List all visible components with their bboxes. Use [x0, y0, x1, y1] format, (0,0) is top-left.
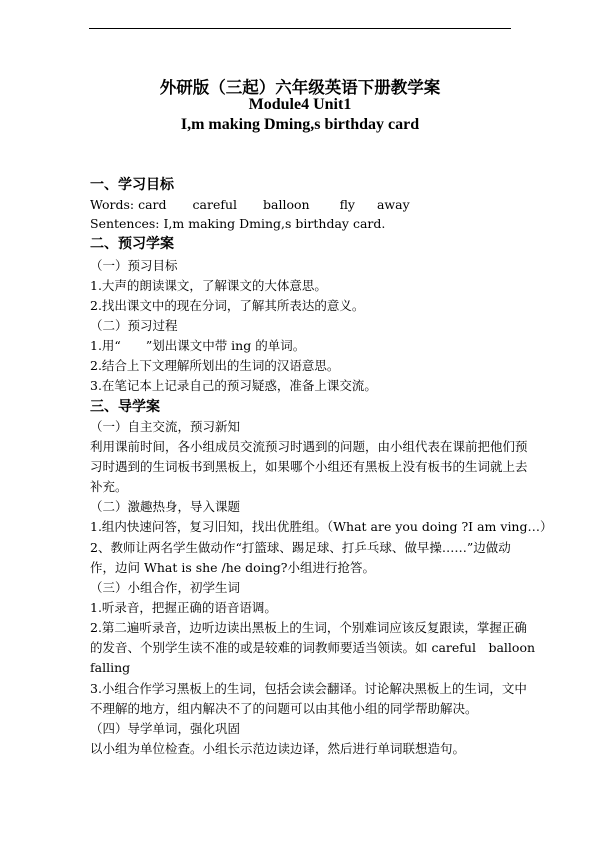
paragraph-line: 习时遇到的生词板书到黑板上，如果哪个小组还有黑板上没有板书的生词就上去 — [90, 459, 528, 474]
paragraph-line: 1.组内快速问答，复习旧知，找出优胜组。（What are you doing ?I am ving…） — [90, 519, 553, 534]
section3-sub1: （一）自主交流，预习新知 — [90, 419, 241, 434]
paragraph-line: 作，边问 What is she /he doing?小组进行抢答。 — [90, 560, 375, 575]
paragraph-line: falling — [90, 660, 131, 675]
word-item: away — [376, 197, 410, 212]
paragraph-line: 补充。 — [90, 479, 128, 494]
section2-sub2: （二）预习过程 — [90, 318, 178, 333]
section2-heading: 二、预习学案 — [90, 236, 174, 252]
word-item: balloon — [263, 197, 310, 212]
goal-item: 1.大声的朗读课文，了解课文的大体意思。 — [90, 278, 327, 293]
sentences-line: Sentences: I,m making Dming,s birthday card. — [90, 216, 386, 231]
words-label: Words: card — [90, 197, 167, 212]
paragraph-line: 利用课前时间，各小组成员交流预习时遇到的问题，由小组代表在课前把他们预 — [90, 439, 528, 454]
paragraph-line: 2、教师让两名学生做动作“打篮球、踢足球、打乒乓球、做早操……”边做动 — [90, 540, 511, 555]
module-title: Module4 Unit1 — [248, 96, 352, 113]
section3-sub4: （四）导学单词，强化巩固 — [90, 721, 241, 736]
lesson-title: I,m making Dming,s birthday card — [180, 116, 420, 133]
section3-sub2: （二）激趣热身，导入课题 — [90, 499, 241, 514]
section3-sub3: （三）小组合作，初学生词 — [90, 580, 241, 595]
word-item: careful — [192, 197, 238, 212]
section1-heading: 一、学习目标 — [90, 177, 174, 193]
words-line — [90, 195, 410, 215]
paragraph-line: 以小组为单位检查。小组长示范边读边译，然后进行单词联想造句。 — [90, 741, 466, 756]
section2-sub1: （一）预习目标 — [90, 258, 178, 273]
paragraph-line: 3.小组合作学习黑板上的生词，包括会读会翻译。讨论解决黑板上的生词，文中 — [90, 681, 527, 696]
paragraph-line: 不理解的地方，组内解决不了的问题可以由其他小组的同学帮助解决。 — [90, 701, 478, 716]
paragraph-line: 1.听录音，把握正确的语音语调。 — [90, 600, 277, 615]
paragraph-line: 2.第二遍听录音，边听边读出黑板上的生词，个别难词应该反复跟读，掌握正确 — [90, 620, 527, 635]
header-rule — [89, 28, 511, 29]
step-item: 3.在笔记本上记录自己的预习疑惑，准备上课交流。 — [90, 378, 377, 393]
paragraph-line: 的发音、个别学生读不准的或是较难的词教师要适当领读。如 careful balloon — [90, 640, 536, 655]
step-item: 1.用“ ”划出课文中带 ing 的单词。 — [90, 338, 306, 353]
document-title: 外研版（三起）六年级英语下册教学案 — [159, 78, 441, 97]
goal-item: 2.找出课文中的现在分词，了解其所表达的意义。 — [90, 298, 365, 313]
step-item: 2.结合上下文理解所划出的生词的汉语意思。 — [90, 358, 340, 373]
section3-heading: 三、导学案 — [90, 399, 160, 415]
word-item: fly — [339, 197, 355, 212]
